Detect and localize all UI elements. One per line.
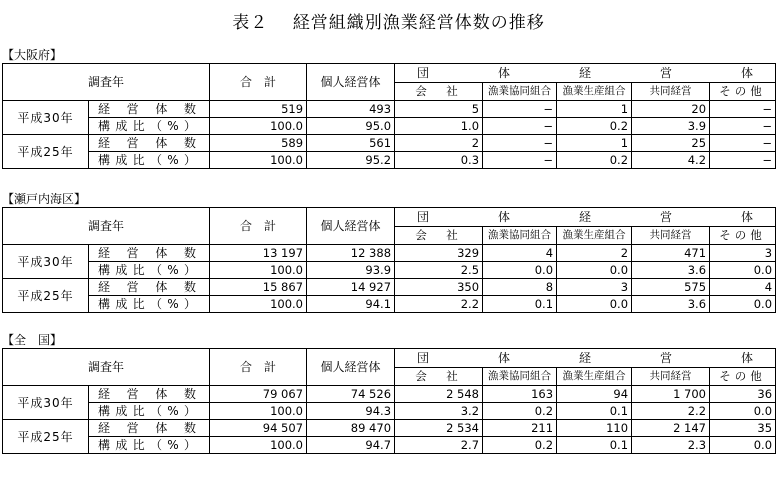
cell-prod-assoc: 0.2 bbox=[557, 118, 632, 135]
cell-prod-assoc: 3 bbox=[557, 279, 632, 296]
year-label: 平成30年 bbox=[3, 386, 89, 420]
cell-other: 0.0 bbox=[710, 403, 776, 420]
header-coop: 漁業協同組合 bbox=[483, 367, 557, 386]
cell-coop: 0.2 bbox=[483, 403, 557, 420]
cell-total: 15 867 bbox=[210, 279, 307, 296]
cell-company: 2 534 bbox=[395, 420, 483, 437]
cell-joint: 2.2 bbox=[632, 403, 710, 420]
cell-company: 2.7 bbox=[395, 437, 483, 454]
year-label: 平成25年 bbox=[3, 135, 89, 169]
cell-individual: 94.7 bbox=[307, 437, 395, 454]
cell-total: 100.0 bbox=[210, 262, 307, 279]
table-national bbox=[2, 348, 776, 454]
header-other: その他 bbox=[710, 226, 776, 245]
header-group-management: 団 体 経 営 体 bbox=[395, 349, 776, 368]
cell-total: 100.0 bbox=[210, 118, 307, 135]
header-coop: 漁業協同組合 bbox=[483, 226, 557, 245]
page-title: 表２ 経営組織別漁業経営体数の推移 bbox=[232, 13, 545, 33]
cell-company: 350 bbox=[395, 279, 483, 296]
header-row-top bbox=[3, 64, 776, 83]
row-label-ratio: 構成比（%） bbox=[89, 296, 210, 313]
cell-joint: 25 bbox=[632, 135, 710, 152]
row-label-ratio: 構成比（%） bbox=[89, 403, 210, 420]
cell-coop: 4 bbox=[483, 245, 557, 262]
table-row bbox=[3, 437, 776, 454]
cell-coop: 0.2 bbox=[483, 437, 557, 454]
cell-joint: 3.6 bbox=[632, 262, 710, 279]
header-survey-year: 調査年 bbox=[3, 64, 210, 101]
header-individual: 個人経営体 bbox=[307, 349, 395, 386]
cell-total: 100.0 bbox=[210, 437, 307, 454]
cell-prod-assoc: 110 bbox=[557, 420, 632, 437]
table-setonaikai bbox=[2, 207, 776, 313]
cell-total: 100.0 bbox=[210, 152, 307, 169]
header-group-management: 団 体 経 営 体 bbox=[395, 64, 776, 83]
cell-other: 0.0 bbox=[710, 262, 776, 279]
cell-prod-assoc: 0.0 bbox=[557, 262, 632, 279]
cell-prod-assoc: 94 bbox=[557, 386, 632, 403]
cell-individual: 74 526 bbox=[307, 386, 395, 403]
header-prod-assoc: 漁業生産組合 bbox=[557, 82, 632, 101]
cell-total: 94 507 bbox=[210, 420, 307, 437]
cell-company: 0.3 bbox=[395, 152, 483, 169]
header-total: 合 計 bbox=[210, 349, 307, 386]
table-row bbox=[3, 386, 776, 403]
cell-joint: 3.9 bbox=[632, 118, 710, 135]
cell-company: 5 bbox=[395, 101, 483, 118]
cell-coop: − bbox=[483, 135, 557, 152]
header-company: 会 社 bbox=[395, 226, 483, 245]
cell-coop: − bbox=[483, 101, 557, 118]
cell-prod-assoc: 1 bbox=[557, 101, 632, 118]
cell-other: − bbox=[710, 118, 776, 135]
header-individual: 個人経営体 bbox=[307, 64, 395, 101]
cell-other: 0.0 bbox=[710, 437, 776, 454]
cell-other: 36 bbox=[710, 386, 776, 403]
header-total: 合 計 bbox=[210, 64, 307, 101]
table-row bbox=[3, 245, 776, 262]
cell-prod-assoc: 0.1 bbox=[557, 437, 632, 454]
header-total: 合 計 bbox=[210, 208, 307, 245]
cell-company: 1.0 bbox=[395, 118, 483, 135]
cell-company: 2.2 bbox=[395, 296, 483, 313]
cell-individual: 95.0 bbox=[307, 118, 395, 135]
row-label-count: 経営体数 bbox=[89, 279, 210, 296]
cell-prod-assoc: 0.2 bbox=[557, 152, 632, 169]
table-row bbox=[3, 403, 776, 420]
cell-company: 2 548 bbox=[395, 386, 483, 403]
cell-company: 2 bbox=[395, 135, 483, 152]
cell-individual: 493 bbox=[307, 101, 395, 118]
row-label-count: 経営体数 bbox=[89, 386, 210, 403]
cell-coop: 211 bbox=[483, 420, 557, 437]
cell-individual: 89 470 bbox=[307, 420, 395, 437]
cell-coop: 0.1 bbox=[483, 296, 557, 313]
cell-other: 3 bbox=[710, 245, 776, 262]
cell-joint: 2 147 bbox=[632, 420, 710, 437]
table-row bbox=[3, 152, 776, 169]
row-label-count: 経営体数 bbox=[89, 420, 210, 437]
row-label-ratio: 構成比（%） bbox=[89, 152, 210, 169]
header-group-management: 団 体 経 営 体 bbox=[395, 208, 776, 227]
header-joint: 共同経営 bbox=[632, 82, 710, 101]
cell-other: 35 bbox=[710, 420, 776, 437]
cell-joint: 575 bbox=[632, 279, 710, 296]
row-label-ratio: 構成比（%） bbox=[89, 437, 210, 454]
cell-total: 519 bbox=[210, 101, 307, 118]
cell-other: − bbox=[710, 101, 776, 118]
year-label: 平成25年 bbox=[3, 420, 89, 454]
header-survey-year: 調査年 bbox=[3, 208, 210, 245]
cell-individual: 93.9 bbox=[307, 262, 395, 279]
cell-total: 100.0 bbox=[210, 296, 307, 313]
header-individual: 個人経営体 bbox=[307, 208, 395, 245]
cell-joint: 471 bbox=[632, 245, 710, 262]
header-row-top bbox=[3, 208, 776, 227]
cell-individual: 561 bbox=[307, 135, 395, 152]
cell-coop: 163 bbox=[483, 386, 557, 403]
row-label-count: 経営体数 bbox=[89, 101, 210, 118]
cell-prod-assoc: 2 bbox=[557, 245, 632, 262]
cell-individual: 12 388 bbox=[307, 245, 395, 262]
year-label: 平成25年 bbox=[3, 279, 89, 313]
cell-joint: 4.2 bbox=[632, 152, 710, 169]
table-row bbox=[3, 420, 776, 437]
row-label-count: 経営体数 bbox=[89, 245, 210, 262]
region-label-setonaikai: 【瀬戸内海区】 bbox=[2, 192, 87, 206]
table-row bbox=[3, 296, 776, 313]
row-label-ratio: 構成比（%） bbox=[89, 118, 210, 135]
cell-company: 2.5 bbox=[395, 262, 483, 279]
year-label: 平成30年 bbox=[3, 101, 89, 135]
header-other: その他 bbox=[710, 367, 776, 386]
region-label-osaka: 【大阪府】 bbox=[2, 48, 63, 62]
header-joint: 共同経営 bbox=[632, 226, 710, 245]
table-row bbox=[3, 101, 776, 118]
cell-joint: 20 bbox=[632, 101, 710, 118]
cell-coop: 0.0 bbox=[483, 262, 557, 279]
cell-individual: 95.2 bbox=[307, 152, 395, 169]
header-survey-year: 調査年 bbox=[3, 349, 210, 386]
table-row bbox=[3, 262, 776, 279]
cell-other: − bbox=[710, 152, 776, 169]
cell-coop: − bbox=[483, 152, 557, 169]
row-label-ratio: 構成比（%） bbox=[89, 262, 210, 279]
cell-coop: 8 bbox=[483, 279, 557, 296]
header-joint: 共同経営 bbox=[632, 367, 710, 386]
header-prod-assoc: 漁業生産組合 bbox=[557, 367, 632, 386]
cell-total: 589 bbox=[210, 135, 307, 152]
cell-joint: 3.6 bbox=[632, 296, 710, 313]
cell-prod-assoc: 0.0 bbox=[557, 296, 632, 313]
cell-joint: 2.3 bbox=[632, 437, 710, 454]
row-label-count: 経営体数 bbox=[89, 135, 210, 152]
header-prod-assoc: 漁業生産組合 bbox=[557, 226, 632, 245]
table-row bbox=[3, 135, 776, 152]
cell-company: 3.2 bbox=[395, 403, 483, 420]
cell-individual: 14 927 bbox=[307, 279, 395, 296]
table-osaka bbox=[2, 63, 776, 169]
cell-prod-assoc: 1 bbox=[557, 135, 632, 152]
cell-other: 4 bbox=[710, 279, 776, 296]
header-row-top bbox=[3, 349, 776, 368]
header-company: 会 社 bbox=[395, 82, 483, 101]
cell-other: 0.0 bbox=[710, 296, 776, 313]
region-label-national: 【全 国】 bbox=[2, 333, 63, 347]
cell-coop: − bbox=[483, 118, 557, 135]
year-label: 平成30年 bbox=[3, 245, 89, 279]
table-row bbox=[3, 118, 776, 135]
cell-total: 100.0 bbox=[210, 403, 307, 420]
cell-total: 79 067 bbox=[210, 386, 307, 403]
header-other: その他 bbox=[710, 82, 776, 101]
cell-joint: 1 700 bbox=[632, 386, 710, 403]
table-row bbox=[3, 279, 776, 296]
cell-company: 329 bbox=[395, 245, 483, 262]
cell-other: − bbox=[710, 135, 776, 152]
cell-individual: 94.3 bbox=[307, 403, 395, 420]
header-company: 会 社 bbox=[395, 367, 483, 386]
cell-individual: 94.1 bbox=[307, 296, 395, 313]
header-coop: 漁業協同組合 bbox=[483, 82, 557, 101]
cell-total: 13 197 bbox=[210, 245, 307, 262]
cell-prod-assoc: 0.1 bbox=[557, 403, 632, 420]
